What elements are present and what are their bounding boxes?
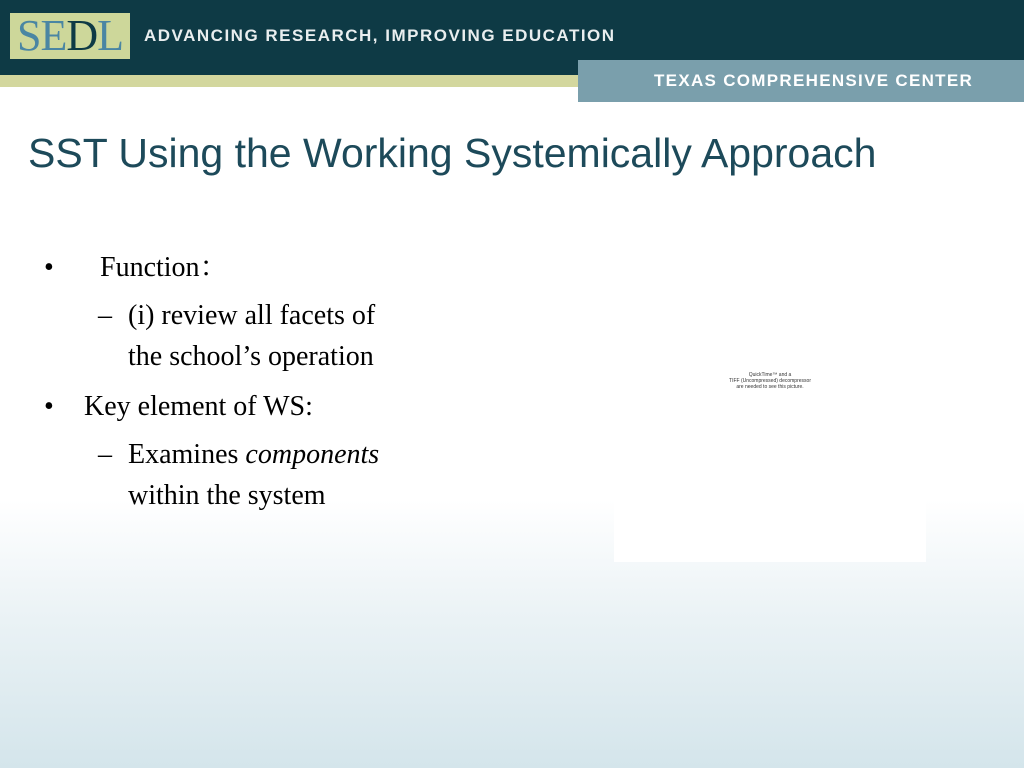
bullet-marker: •	[44, 391, 54, 422]
subitem-examines-prefix: Examines	[128, 439, 246, 470]
media-placeholder-message	[614, 372, 926, 390]
logo-letters-se: SE	[16, 11, 67, 60]
bullet-function-label: Function	[100, 252, 200, 283]
bullet-marker: •	[44, 252, 54, 283]
subitem-examines-emphasis: components	[245, 439, 380, 470]
logo-letter-l: L	[97, 11, 124, 60]
media-placeholder	[614, 362, 926, 562]
center-name: TEXAS COMPREHENSIVE CENTER	[654, 71, 974, 90]
header-tagline: ADVANCING RESEARCH, IMPROVING EDUCATION	[144, 26, 616, 45]
bullet-function	[100, 252, 228, 284]
media-placeholder-line-2: TIFF (Uncompressed) decompressor	[729, 378, 811, 384]
slide-title: SST Using the Working Systemically Approach	[28, 130, 877, 176]
media-placeholder-line-1: QuickTime™ and a	[748, 372, 792, 378]
subitem-examines-line-2: within the system	[128, 480, 326, 511]
bullet-function-colon: ：	[199, 252, 228, 283]
dash-marker: –	[98, 300, 112, 331]
media-placeholder-line-3: are needed to see this picture.	[736, 384, 804, 390]
subitem-review-line-2: the school’s operation	[128, 341, 374, 372]
subitem-examines-line-1	[128, 439, 379, 471]
bullet-key-element: Key element of WS:	[84, 391, 313, 422]
dash-marker: –	[98, 439, 112, 470]
logo-letter-d: D	[66, 11, 98, 60]
subitem-review-line-1: (i) review all facets of	[128, 300, 376, 331]
